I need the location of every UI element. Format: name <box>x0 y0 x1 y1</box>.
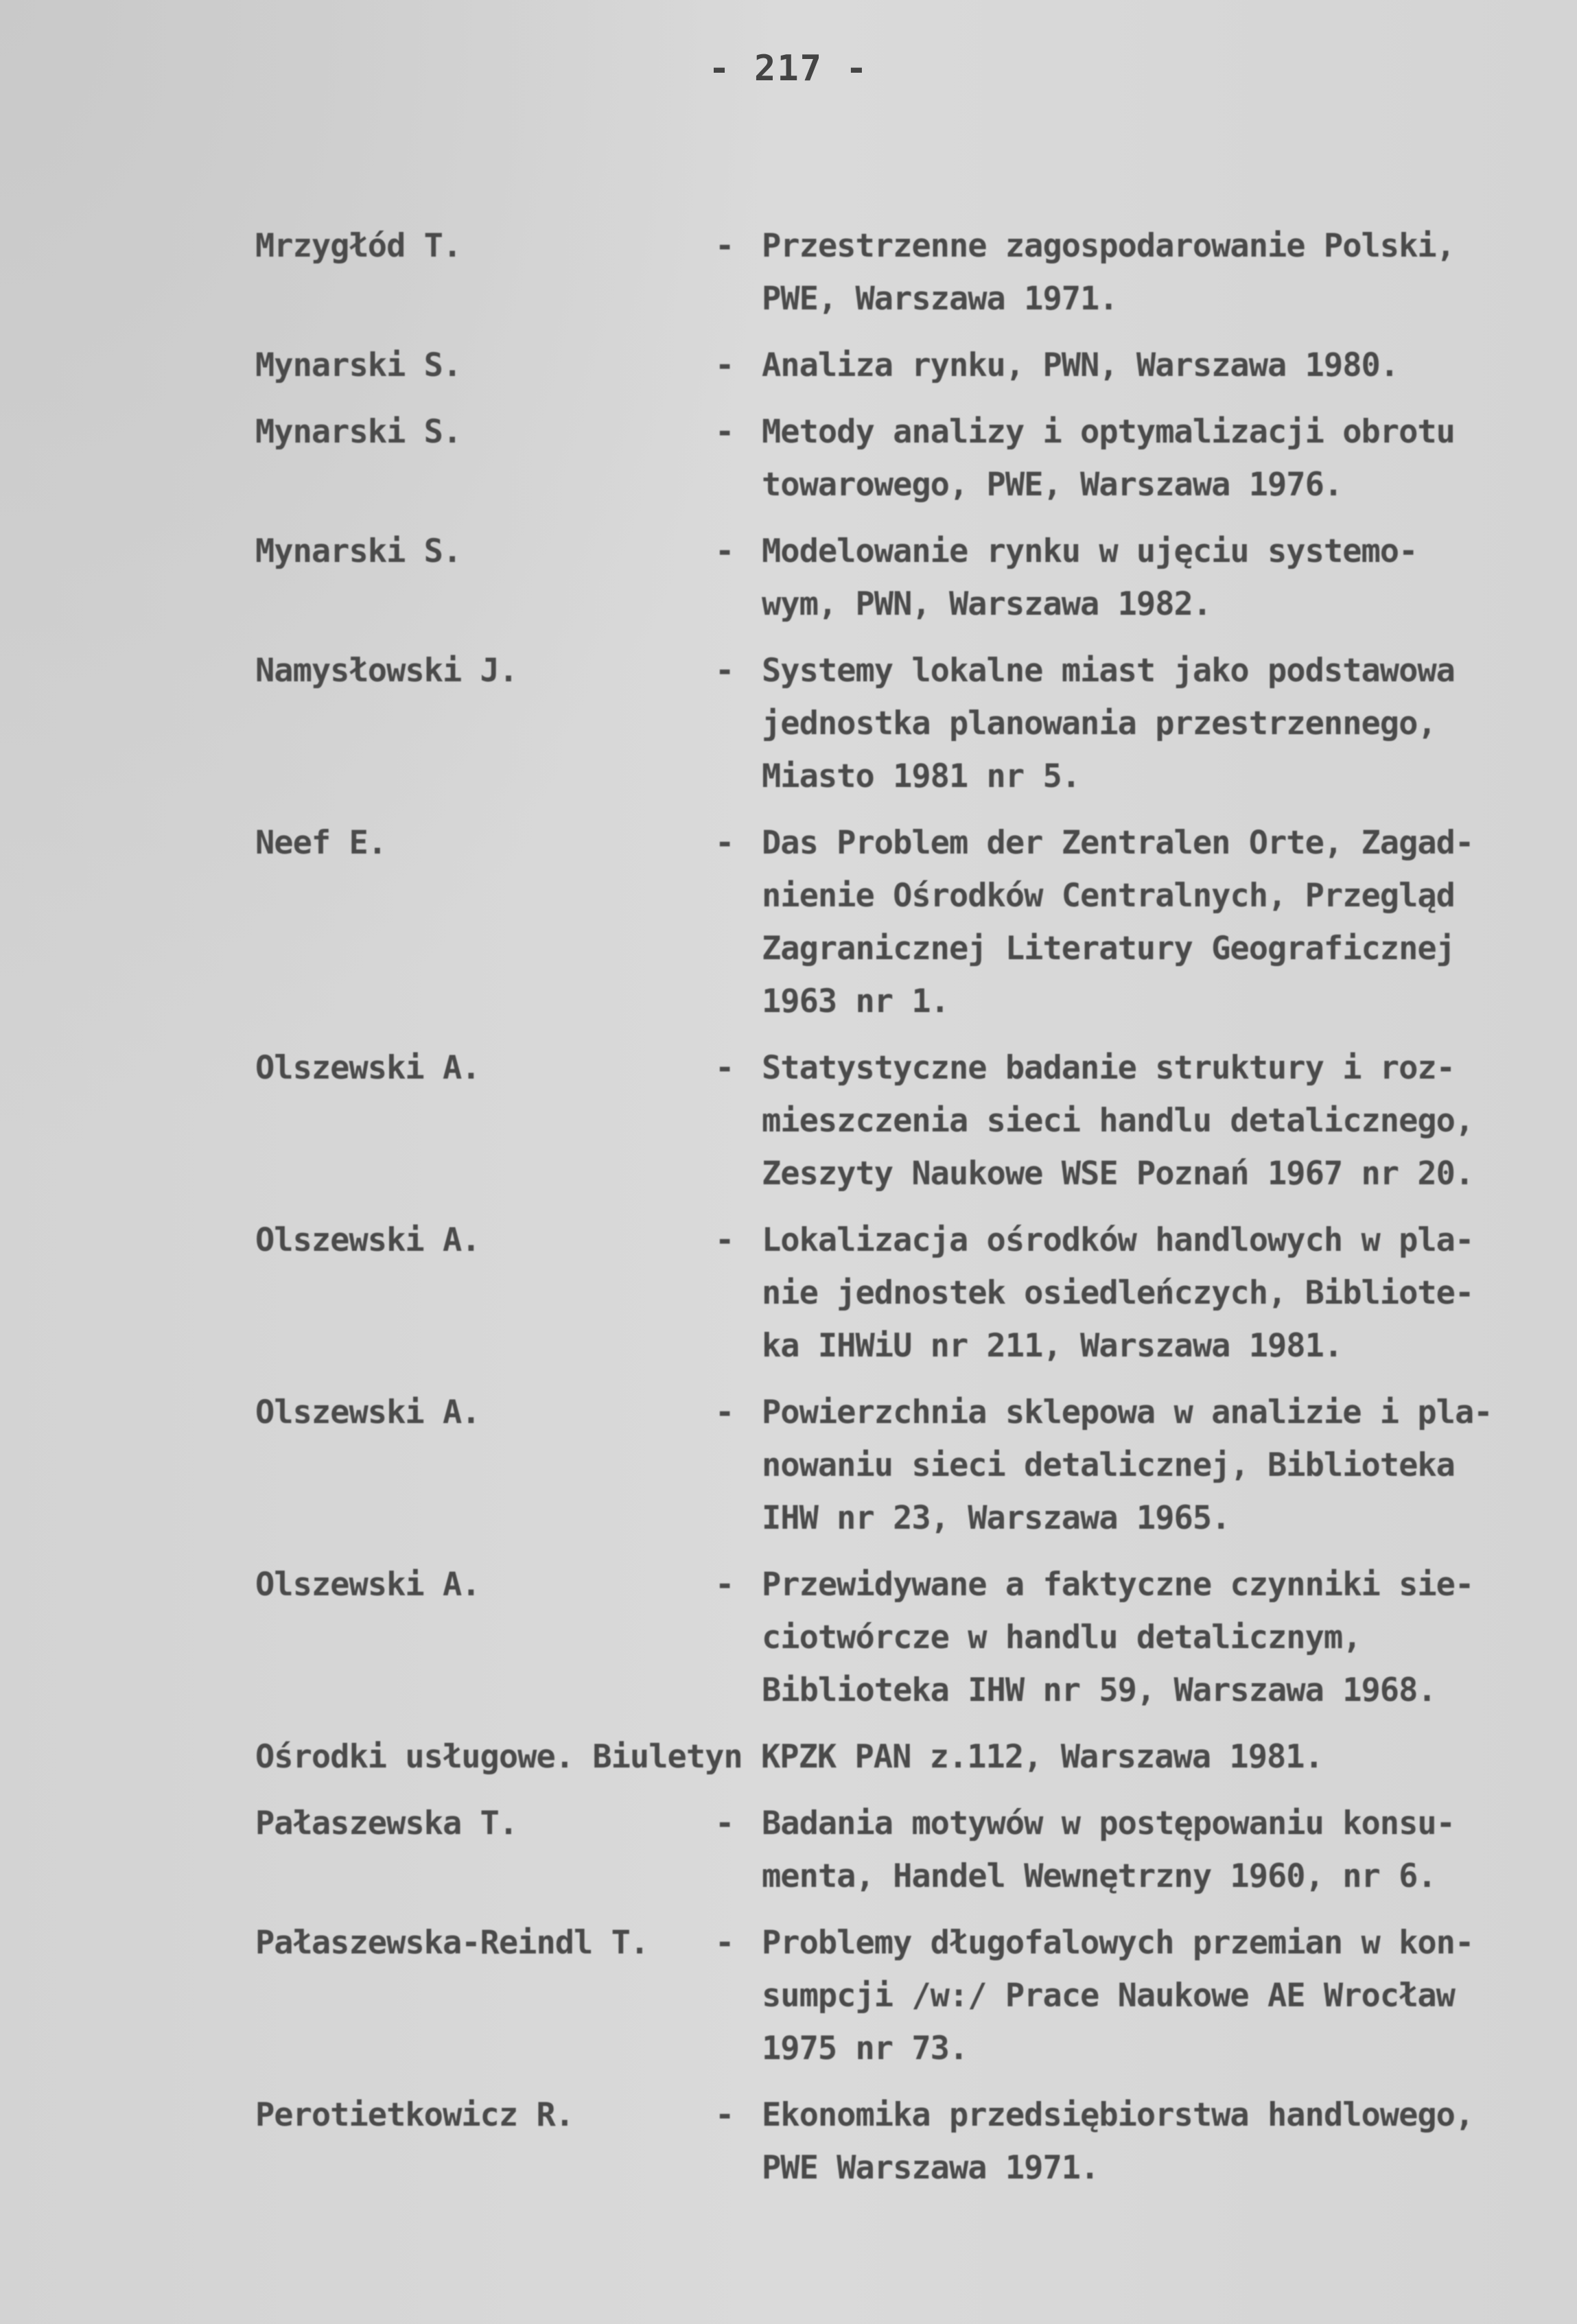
entry-title-line: Analiza rynku, PWN, Warszawa 1980. <box>762 347 1399 384</box>
entry-title <box>762 1214 1537 1372</box>
entry-title-line: Statystyczne badanie struktury i roz- <box>762 1049 1455 1087</box>
entry-title <box>762 817 1537 1028</box>
entry-dash: - <box>715 1394 734 1431</box>
bibliography-entry <box>255 220 1559 325</box>
entry-title-line: mieszczenia sieci handlu detalicznego, <box>762 1102 1474 1140</box>
entry-title <box>762 1386 1537 1545</box>
entry-dash: - <box>715 1924 734 1962</box>
entry-author: Perotietkowicz R. <box>255 2096 574 2134</box>
entry-title-line: ka IHWiU nr 211, Warszawa 1981. <box>762 1327 1343 1365</box>
entry-author: Olszewski A. <box>255 1566 480 1604</box>
entry-title-line: jednostka planowania przestrzennego, <box>762 705 1436 742</box>
entry-author: Namysłowski J. <box>255 652 518 690</box>
bibliography-entry <box>255 406 1559 511</box>
entry-title-line: nowaniu sieci detalicznej, Biblioteka <box>762 1446 1455 1484</box>
entry-title-line: Das Problem der Zentralen Orte, Zagad- <box>762 824 1474 862</box>
entry-title-line: Zeszyty Naukowe WSE Poznań 1967 nr 20. <box>762 1155 1474 1193</box>
entry-author: Olszewski A. <box>255 1049 480 1087</box>
entry-title-line: Modelowanie rynku w ujęciu systemo- <box>762 532 1418 570</box>
entry-dash: - <box>715 1566 734 1604</box>
bibliography-entries-b <box>255 1797 1559 2194</box>
entry-title-line: Przestrzenne zagospodarowanie Polski, <box>762 227 1455 265</box>
entry-author: Mynarski S. <box>255 347 462 384</box>
bibliography-entry <box>255 1558 1559 1717</box>
bibliography-entry <box>255 2089 1559 2194</box>
entry-author: Olszewski A. <box>255 1394 480 1431</box>
entry-dash: - <box>715 652 734 690</box>
entry-title <box>762 1042 1537 1200</box>
entry-author: Mynarski S. <box>255 532 462 570</box>
entry-author: Neef E. <box>255 824 387 862</box>
entry-title-line: menta, Handel Wewnętrzny 1960, nr 6. <box>762 1857 1436 1895</box>
entry-dash: - <box>715 532 734 570</box>
entry-dash: - <box>715 1049 734 1087</box>
entry-title-line: 1975 nr 73. <box>762 2030 968 2067</box>
bibliography-entry <box>255 817 1559 1028</box>
standalone-entry: Ośrodki usługowe. Biuletyn KPZK PAN z.112, Warszawa 1981. <box>255 1738 1323 1776</box>
entry-title <box>762 339 1537 392</box>
entry-title-line: Systemy lokalne miast jako podstawowa <box>762 652 1455 690</box>
entry-author: Mrzygłód T. <box>255 227 462 265</box>
entry-title-line: Miasto 1981 nr 5. <box>762 758 1081 795</box>
entry-dash: - <box>715 1805 734 1842</box>
entry-title-line: Problemy długofalowych przemian w kon- <box>762 1924 1474 1962</box>
entry-title-line: ciotwórcze w handlu detalicznym, <box>762 1619 1362 1656</box>
entry-title-line: Lokalizacja ośrodków handlowych w pla- <box>762 1221 1474 1259</box>
bibliography-entry <box>255 1042 1559 1200</box>
entry-author: Mynarski S. <box>255 413 462 451</box>
entry-title-line: Biblioteka IHW nr 59, Warszawa 1968. <box>762 1671 1436 1709</box>
entry-title <box>762 525 1537 631</box>
bibliography-entry <box>255 1386 1559 1545</box>
bibliography-entry <box>255 644 1559 803</box>
entry-title-line: PWE Warszawa 1971. <box>762 2149 1099 2187</box>
entry-title <box>762 644 1537 803</box>
entry-dash: - <box>715 2096 734 2134</box>
entry-title-line: Badania motywów w postępowaniu konsu- <box>762 1805 1455 1842</box>
entry-title-line: Przewidywane a faktyczne czynniki sie- <box>762 1566 1474 1604</box>
entry-title-line: IHW nr 23, Warszawa 1965. <box>762 1499 1230 1537</box>
entry-dash: - <box>715 227 734 265</box>
entry-title <box>762 2089 1537 2194</box>
entry-dash: - <box>715 347 734 384</box>
entry-title-line: sumpcji /w:/ Prace Naukowe AE Wrocław <box>762 1977 1455 2015</box>
entry-title-line: Zagranicznej Literatury Geograficznej <box>762 930 1455 967</box>
entry-title <box>762 406 1537 511</box>
bibliography-entry <box>255 1214 1559 1372</box>
entry-title-line: Metody analizy i optymalizacji obrotu <box>762 413 1455 451</box>
entry-title-line: towarowego, PWE, Warszawa 1976. <box>762 466 1343 504</box>
bibliography-entry <box>255 525 1559 631</box>
entry-title <box>762 1558 1537 1717</box>
entry-title-line: Ekonomika przedsiębiorstwa handlowego, <box>762 2096 1474 2134</box>
entry-title-line: nienie Ośrodków Centralnych, Przegląd <box>762 877 1455 915</box>
entry-dash: - <box>715 1221 734 1259</box>
entry-title-line: Powierzchnia sklepowa w analizie i pla- <box>762 1394 1493 1431</box>
entry-dash: - <box>715 413 734 451</box>
entry-title <box>762 1797 1537 1903</box>
entry-title-line: nie jednostek osiedleńczych, Bibliote- <box>762 1274 1474 1312</box>
bibliography-entries-a <box>255 220 1559 1717</box>
entry-author: Olszewski A. <box>255 1221 480 1259</box>
entry-dash: - <box>715 824 734 862</box>
entry-title <box>762 1916 1537 2075</box>
bibliography-entry <box>255 339 1559 392</box>
entry-title-line: 1963 nr 1. <box>762 983 949 1020</box>
page-number: - 217 - <box>708 48 869 89</box>
bibliography-entry <box>255 1797 1559 1903</box>
entry-title-line: wym, PWN, Warszawa 1982. <box>762 585 1212 623</box>
bibliography-entry <box>255 1916 1559 2075</box>
bibliography-list <box>255 220 1559 2208</box>
entry-title <box>762 220 1537 325</box>
entry-author: Pałaszewska T. <box>255 1805 518 1842</box>
entry-author: Pałaszewska-Reindl T. <box>255 1924 649 1962</box>
entry-title-line: PWE, Warszawa 1971. <box>762 280 1118 318</box>
